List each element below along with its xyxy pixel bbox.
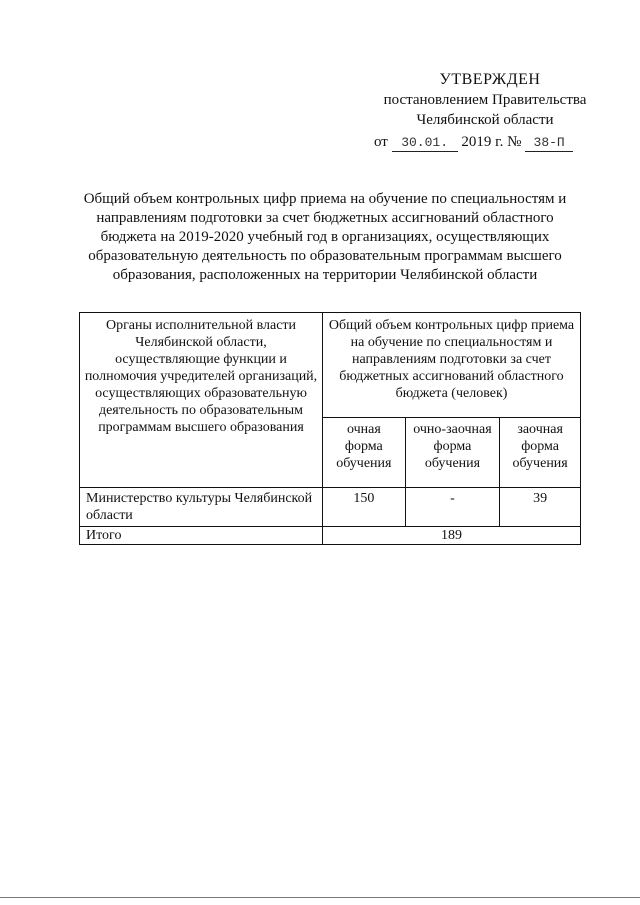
document-heading: Общий объем контрольных цифр приема на обучение по специальностям и направлениям подготовки за счет бюджетных ассигнований областного бюджета на 2019-2020 учебный год в организациях, осуществляющих образовательную деятельность по образовательным программам высшего образования, расположенных на территории Челябинской области: [83, 191, 567, 283]
table-row: [80, 488, 581, 527]
header-total-volume: Общий объем контрольных цифр приема на обучение по специальностям и направлениям подготовки за счет бюджетных ассигнований областного бюджета (человек): [323, 313, 581, 418]
approval-region: Челябинской области: [416, 112, 554, 128]
approval-date: 30.01.: [392, 135, 458, 152]
header-organizations: Органы исполнительной власти Челябинской области, осуществляющие функции и полномочия учредителей организаций, осуществляющих образовательную деятельность по образовательным программам высшего образования: [80, 313, 323, 488]
page-bottom-rule: [0, 897, 640, 898]
row-part-time-value: -: [405, 488, 500, 527]
approval-number: 38-П: [525, 135, 573, 152]
subheader-extramural: заочная форма обучения: [500, 418, 581, 488]
admission-table: [79, 312, 581, 545]
approved-title: УТВЕРЖДЕН: [439, 71, 541, 88]
approval-authority: постановлением Правительства: [383, 92, 587, 108]
row-organization-name: Министерство культуры Челябинской области: [80, 488, 323, 527]
row-extramural-value: 39: [500, 488, 581, 527]
row-full-time-value: 150: [323, 488, 406, 527]
total-label: Итого: [80, 527, 323, 545]
total-value: 189: [323, 527, 581, 545]
subheader-part-time: очно-заочная форма обучения: [405, 418, 500, 488]
approval-dateline: [374, 132, 610, 152]
from-label: от: [374, 134, 388, 150]
approval-stamp: [360, 70, 610, 152]
total-row: [80, 527, 581, 545]
approval-year: 2019 г. №: [461, 134, 522, 150]
subheader-full-time: очная форма обучения: [323, 418, 406, 488]
